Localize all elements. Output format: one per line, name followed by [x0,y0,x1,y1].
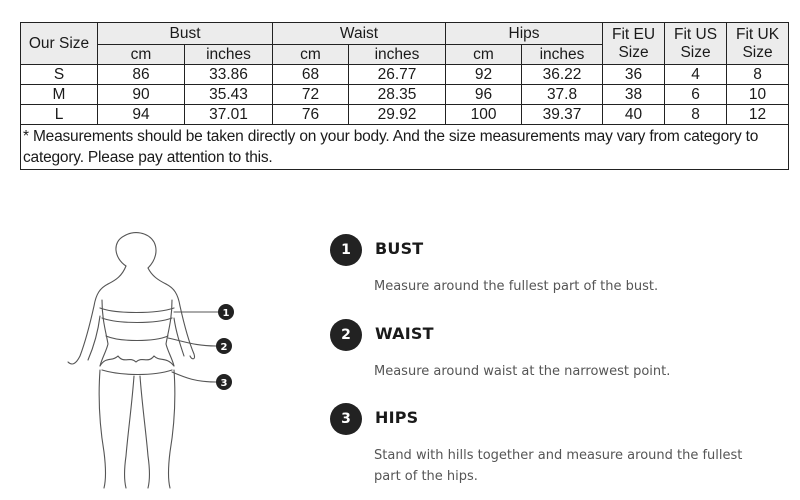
table-cell-waist-cm: 76 [273,105,349,125]
guide-number-badge: 1 [330,234,362,266]
table-row [21,65,789,85]
table-cell-hips-inches: 39.37 [522,105,603,125]
header-waist-inches: inches [349,45,446,65]
header-hips-cm: cm [446,45,522,65]
header-our-size: Our Size [21,23,98,65]
figure-leg-right-outer [169,370,175,488]
table-cell-fit-us: 4 [665,65,727,85]
header-fit-eu-line1: Fit EU [612,25,656,43]
table-row [21,85,789,105]
table-cell-waist-inches: 26.77 [349,65,446,85]
size-chart-table [20,22,789,170]
guide-heading: HIPS [375,408,419,427]
table-cell-hips-inches: 37.8 [522,85,603,105]
guide-heading: BUST [375,239,424,258]
figure-marker-1 [218,304,234,320]
table-cell-bust-cm: 90 [98,85,185,105]
header-fit-uk-line1: Fit UK [736,25,780,43]
guide-description: Measure around the fullest part of the bust. [374,279,659,294]
body-figure-illustration [56,228,256,490]
header-fit-us [665,23,727,65]
table-cell-bust-inches: 37.01 [185,105,273,125]
header-fit-eu [603,23,665,65]
table-cell-hips-cm: 100 [446,105,522,125]
figure-leg-left-outer [99,370,105,488]
pointer-line-hips [172,372,216,382]
figure-bust-band [100,308,174,313]
guide-heading: WAIST [375,324,434,343]
table-cell-size: S [21,65,98,85]
header-bust: Bust [98,23,273,45]
figure-shoulder-left [94,284,108,306]
figure-marker-1-label: 1 [222,308,230,319]
header-fit-uk [727,23,789,65]
table-cell-fit-eu: 36 [603,65,665,85]
header-hips: Hips [446,23,603,45]
header-bust-cm: cm [98,45,185,65]
header-fit-us-line2: Size [680,43,711,61]
guide-description: Stand with hills together and measure around the fullest part of the hips. [374,448,743,484]
table-cell-bust-cm: 86 [98,65,185,85]
table-cell-waist-inches: 29.92 [349,105,446,125]
table-cell-hips-inches: 36.22 [522,65,603,85]
table-cell-fit-eu: 38 [603,85,665,105]
table-cell-hips-cm: 92 [446,65,522,85]
header-fit-eu-line2: Size [618,43,649,61]
table-cell-fit-uk: 8 [727,65,789,85]
figure-marker-3-label: 3 [220,378,228,389]
guide-description: Measure around waist at the narrowest point. [374,364,671,379]
figure-hips-ruffle [100,356,174,366]
pointer-line-waist [168,338,216,346]
table-cell-waist-inches: 28.35 [349,85,446,105]
figure-head-outline [116,233,156,268]
header-fit-us-line1: Fit US [674,25,718,43]
header-waist: Waist [273,23,446,45]
header-fit-uk-line2: Size [742,43,773,61]
table-cell-fit-eu: 40 [603,105,665,125]
table-cell-bust-inches: 35.43 [185,85,273,105]
header-waist-cm: cm [273,45,349,65]
table-cell-fit-uk: 12 [727,105,789,125]
table-row [21,105,789,125]
table-cell-fit-uk: 10 [727,85,789,105]
table-cell-fit-us: 8 [665,105,727,125]
guide-number-badge: 2 [330,319,362,351]
guide-number-badge: 3 [330,403,362,435]
figure-leg-right-inner [140,376,150,488]
table-cell-size: M [21,85,98,105]
figure-hair-left [108,266,126,284]
figure-hair-right [148,268,166,284]
figure-hips-line [102,370,172,375]
figure-arm-right-inner [174,318,184,356]
figure-bust-band-lower [102,318,172,323]
table-cell-size: L [21,105,98,125]
table-cell-fit-us: 6 [665,85,727,105]
table-cell-bust-inches: 33.86 [185,65,273,85]
header-bust-inches: inches [185,45,273,65]
figure-waist-band [106,336,168,341]
figure-marker-3 [216,374,232,390]
table-cell-waist-cm: 68 [273,65,349,85]
table-cell-hips-cm: 96 [446,85,522,105]
table-cell-waist-cm: 72 [273,85,349,105]
figure-marker-2 [216,338,232,354]
header-hips-inches: inches [522,45,603,65]
figure-marker-2-label: 2 [220,342,228,353]
measurement-note: * Measurements should be taken directly on your body. And the size measurements may vary from category to category. Please pay attention to this. [21,125,789,170]
figure-shoulder-right [166,284,180,306]
figure-leg-left-inner [125,376,135,488]
table-cell-bust-cm: 94 [98,105,185,125]
